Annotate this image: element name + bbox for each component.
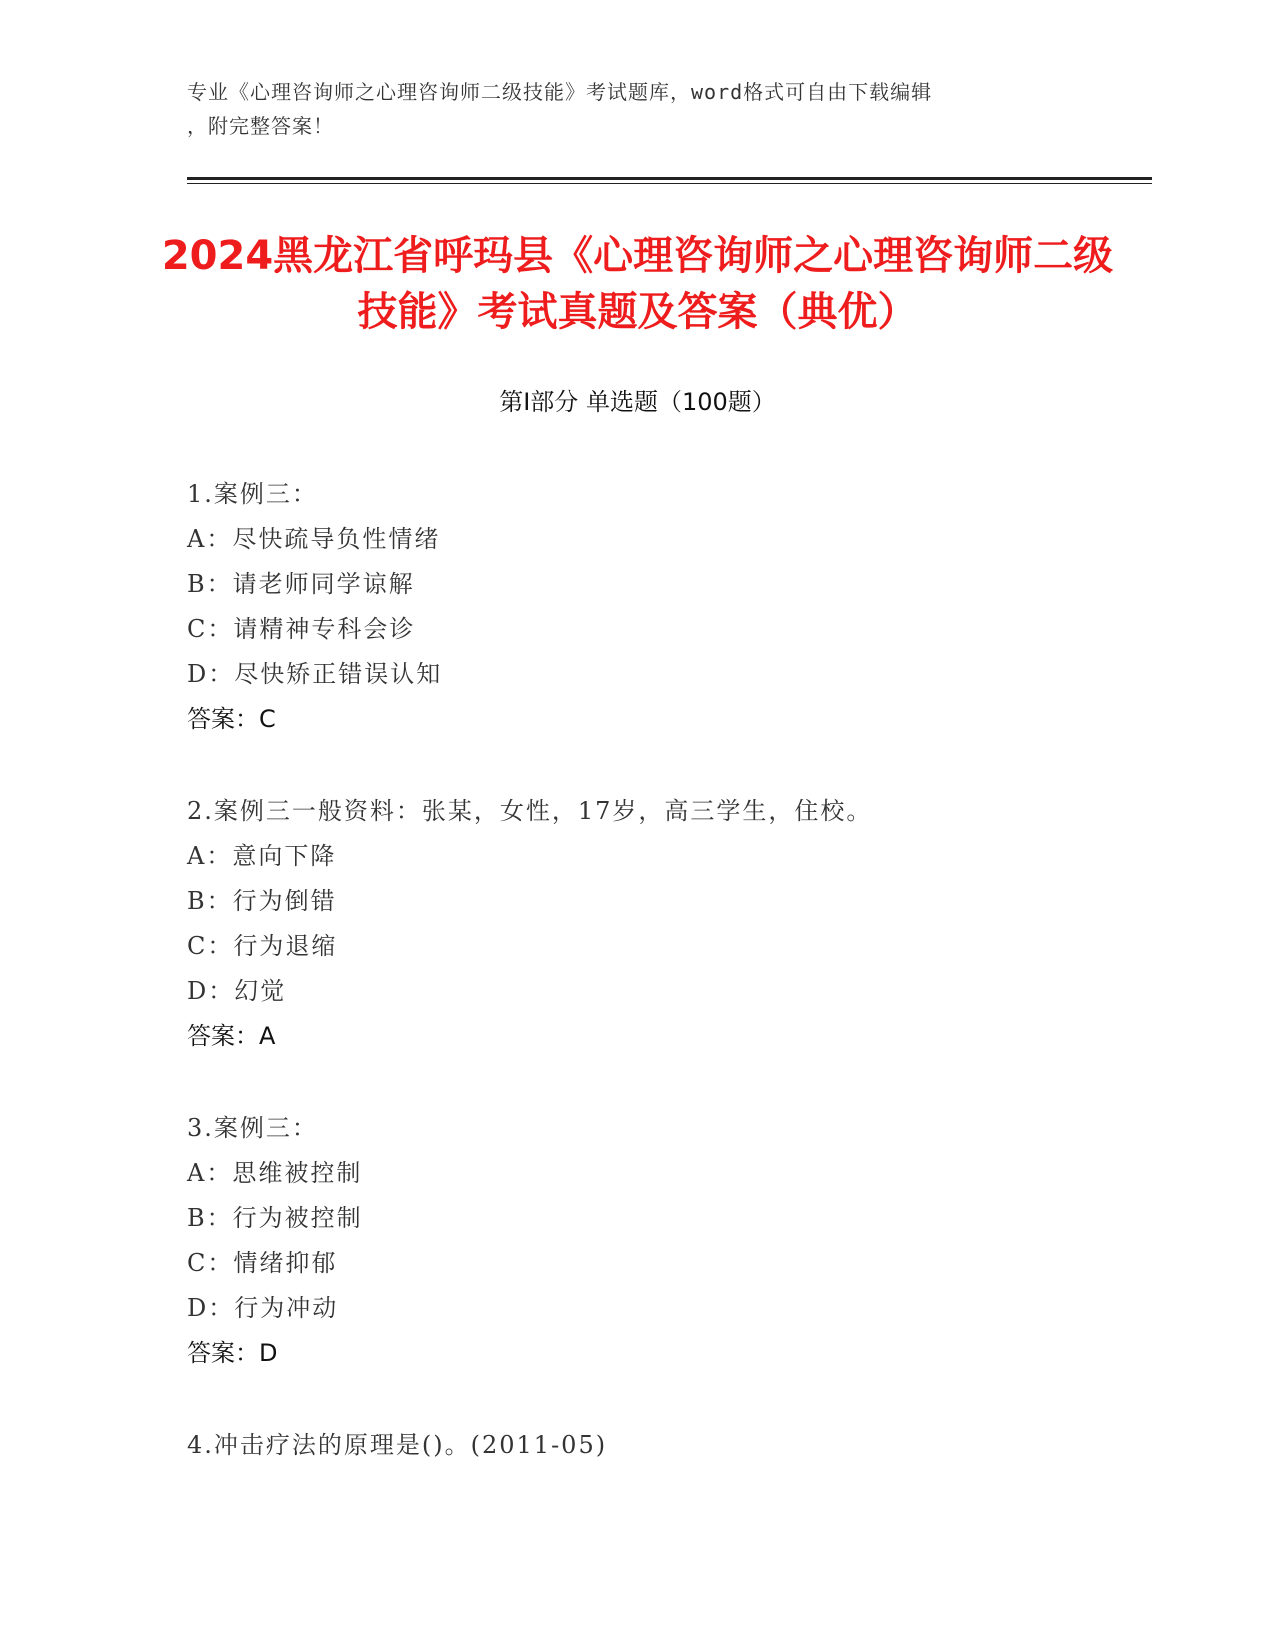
header-divider-thick: [187, 177, 1152, 180]
answer-line: 答案：A: [187, 1022, 276, 1050]
question-4: [187, 1423, 1147, 1468]
question-2: [187, 789, 1147, 1059]
option-b: B：行为倒错: [187, 887, 337, 915]
section-heading: 第I部分 单选题（100题）: [499, 388, 776, 416]
document-title: 2024黑龙江省呼玛县《心理咨询师之心理咨询师二级技能》考试真题及答案（典优）: [161, 233, 1114, 335]
option-c: C：行为退缩: [187, 932, 338, 960]
header-note-line-1: 专业《心理咨询师之心理咨询师二级技能》考试题库，word格式可自由下载编辑: [187, 80, 933, 104]
header-note-line-2: ，附完整答案！: [187, 114, 334, 138]
answer-line: 答案：C: [187, 705, 276, 733]
question-list: [187, 472, 1147, 1515]
question-stem: 3.案例三：: [187, 1114, 318, 1142]
option-d: D：幻觉: [187, 977, 287, 1005]
answer-line: 答案：D: [187, 1339, 278, 1367]
question-stem: 1.案例三：: [187, 480, 318, 508]
question-stem: 2.案例三一般资料：张某，女性，17岁，高三学生，住校。: [187, 797, 873, 825]
question-1: [187, 472, 1147, 742]
option-b: B：请老师同学谅解: [187, 570, 415, 598]
question-stem: 4.冲击疗法的原理是()。(2011-05): [187, 1431, 608, 1459]
option-d: D：尽快矫正错误认知: [187, 660, 443, 688]
question-3: [187, 1106, 1147, 1376]
option-a: A：意向下降: [187, 842, 337, 870]
option-c: C：情绪抑郁: [187, 1249, 338, 1277]
option-c: C：请精神专科会诊: [187, 615, 416, 643]
option-d: D：行为冲动: [187, 1294, 339, 1322]
header-note: [187, 75, 1067, 143]
option-b: B：行为被控制: [187, 1204, 363, 1232]
header-divider-thin: [187, 183, 1152, 184]
option-a: A：思维被控制: [187, 1159, 363, 1187]
option-a: A：尽快疏导负性情绪: [187, 525, 441, 553]
